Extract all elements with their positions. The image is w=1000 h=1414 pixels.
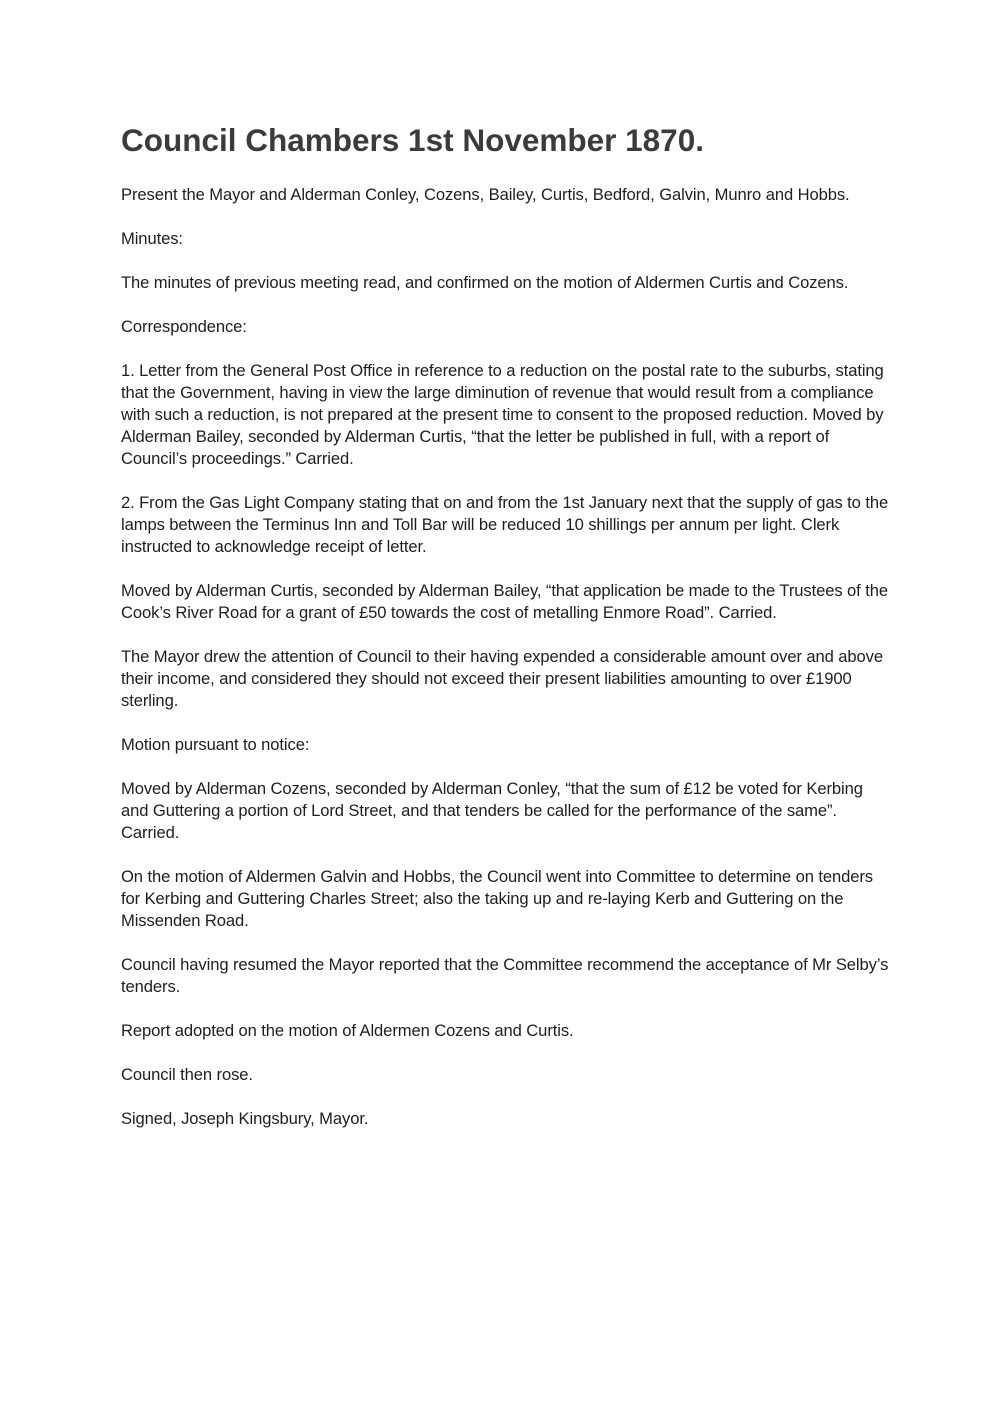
page-title: Council Chambers 1st November 1870. (121, 122, 704, 158)
committee-paragraph: On the motion of Aldermen Galvin and Hobbs, the Council went into Committee to determine on tenders for Kerbing and Guttering Charles Street; also the taking up and re-laying Kerb and Guttering on the Missenden Road. (121, 867, 873, 930)
committee-report-paragraph: Council having resumed the Mayor reported that the Committee recommend the acceptance of Mr Selby’s tenders. (121, 955, 889, 996)
attendance-paragraph: Present the Mayor and Alderman Conley, Cozens, Bailey, Curtis, Bedford, Galvin, Munro and Hobbs. (121, 185, 850, 204)
signature-line: Signed, Joseph Kingsbury, Mayor. (121, 1109, 369, 1128)
minutes-paragraph: The minutes of previous meeting read, and confirmed on the motion of Aldermen Curtis and Cozens. (121, 273, 849, 292)
document-body (121, 122, 891, 1130)
cooks-river-motion-paragraph: Moved by Alderman Curtis, seconded by Alderman Bailey, “that application be made to the Trustees of the Cook’s River Road for a grant of £50 towards the cost of metalling Enmore Road”. Carried. (121, 581, 888, 622)
correspondence-heading: Correspondence: (121, 317, 247, 336)
report-adopted-paragraph: Report adopted on the motion of Aldermen Cozens and Curtis. (121, 1021, 574, 1040)
mayor-liabilities-paragraph: The Mayor drew the attention of Council to their having expended a considerable amount over and above their income, and considered they should not exceed their present liabilities amounting to over £1900 sterling. (121, 647, 883, 710)
minutes-heading: Minutes: (121, 229, 183, 248)
notice-heading: Motion pursuant to notice: (121, 735, 310, 754)
gas-company-letter-paragraph: 2. From the Gas Light Company stating that on and from the 1st January next that the supply of gas to the lamps between the Terminus Inn and Toll Bar will be reduced 10 shillings per annum per light. Clerk instructed to acknowledge receipt of letter. (121, 493, 889, 556)
post-office-letter-paragraph: 1. Letter from the General Post Office in reference to a reduction on the postal rate to the suburbs, stating that the Government, having in view the large diminution of revenue that would result from a compliance with such a reduction, is not prepared at the present time to consent to the proposed reduction. Moved by Alderman Bailey, seconded by Alderman Curtis, “that the letter be published in full, with a report of Council’s proceedings.” Carried. (121, 361, 884, 468)
council-rose-paragraph: Council then rose. (121, 1065, 253, 1084)
lord-street-motion-paragraph: Moved by Alderman Cozens, seconded by Alderman Conley, “that the sum of £12 be voted for Kerbing and Guttering a portion of Lord Street, and that tenders be called for the performance of the same”. Carried. (121, 779, 863, 842)
